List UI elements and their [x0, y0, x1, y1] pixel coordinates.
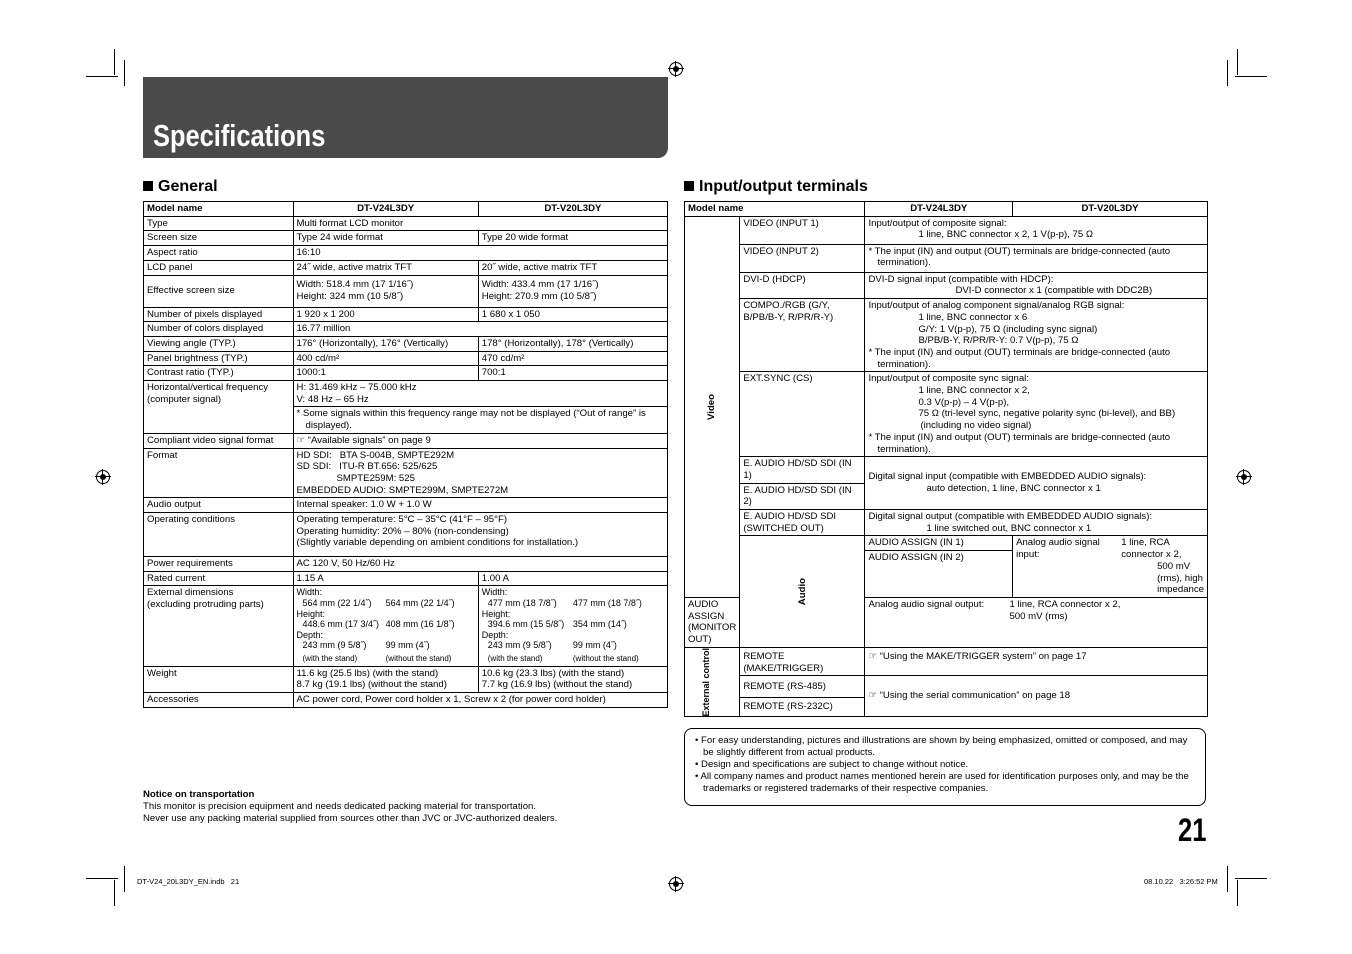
table-row [685, 457, 1208, 510]
group-label-external-control: External control [685, 647, 740, 717]
page-number: 21 [1178, 812, 1207, 848]
terminal-desc: Input/output of composite sync signal: 1 line, BNC connector x 2, 0.3 V(p-p) – 4 V(p-p), 75 Ω (tri-level sync, negative polarity sync (bi-level), and BB) (including no video signal) * The input (IN) and output (OUT) terminals are bridge-connected (auto termination). [865, 372, 1208, 457]
terminal-name: VIDEO (INPUT 1) [740, 216, 865, 244]
page-title: Specifications [153, 118, 326, 153]
terminal-name: REMOTE (MAKE/TRIGGER) [740, 647, 865, 675]
general-heading: General [143, 178, 218, 196]
terminal-name: AUDIO ASSIGN (MONITOR OUT) [685, 597, 740, 647]
row-label: Rated current [144, 571, 294, 586]
table-row [144, 336, 668, 351]
row-label: Type [144, 216, 294, 231]
table-row [144, 666, 668, 692]
table-row [685, 272, 1208, 298]
terminal-name: REMOTE (RS-232C) [740, 698, 865, 717]
row-label: Operating conditions [144, 513, 294, 557]
row-value-b: 20˝ wide, active matrix TFT [478, 260, 667, 275]
row-value-a: 11.6 kg (25.5 lbs) (with the stand) 8.7 kg (19.1 lbs) (without the stand) [293, 666, 478, 692]
table-row [685, 536, 1208, 598]
row-value: Internal speaker: 1.0 W + 1.0 W [293, 498, 667, 513]
crop-mark [1237, 880, 1238, 906]
terminal-name: VIDEO (INPUT 2) [740, 244, 865, 272]
row-value-a: 176° (Horizontally), 176° (Vertically) [293, 336, 478, 351]
footer-file-name: DT-V24_20L3DY_EN.indb 21 [137, 877, 240, 886]
table-row [144, 366, 668, 381]
row-value: 16.77 million [293, 322, 667, 337]
table-row [144, 216, 668, 231]
table-row [144, 246, 668, 261]
row-value-a: Width: 564 mm (22 1/4˝) 564 mm (22 1/4˝) Height: 448.6 mm (17 3/4˝) 408 mm (16 1/8˝) Depth: 243 mm (9 5/8˝) 99 mm (4˝) (with the stand) (without the stand) [293, 586, 478, 666]
row-label: Contrast ratio (TYP.) [144, 366, 294, 381]
row-value-a: Type 24 wide format [293, 231, 478, 246]
table-row [144, 557, 668, 572]
row-label: Accessories [144, 693, 294, 708]
header-model-name: Model name [144, 202, 294, 217]
crop-mark [124, 60, 125, 86]
crop-mark [1227, 60, 1228, 86]
row-value-b: 470 cd/m² [478, 351, 667, 366]
terminal-desc: Digital signal output (compatible with EMBEDDED AUDIO signals): 1 line switched out, BNC connector x 1 [865, 510, 1208, 536]
table-row [685, 299, 1208, 372]
row-label: Format [144, 448, 294, 498]
group-label-audio: Audio [740, 536, 865, 647]
table-row [144, 231, 668, 246]
notice-line: This monitor is precision equipment and needs dedicated packing material for transportation. [143, 801, 537, 812]
table-row [144, 571, 668, 586]
footer-timestamp: 08.10.22 3:26:52 PM [1144, 877, 1218, 886]
footnote: * Some signals within this frequency range may not be displayed (“Out of range” is displayed). [293, 407, 667, 433]
header-model-b: DT-V20L3DY [478, 202, 667, 217]
terminal-desc: Input/output of analog component signal/analog RGB signal: 1 line, BNC connector x 6 G/Y: 1 V(p-p), 75 Ω (including sync signal) B/PB/B-Y, R/PR/R-Y: 0.7 V(p-p), 75 Ω * The input (IN) and output (OUT) terminals are bridge-connected (auto termination). [865, 299, 1208, 372]
row-value-b: 178° (Horizontally), 178° (Vertically) [478, 336, 667, 351]
terminal-name: REMOTE (RS-485) [740, 676, 865, 698]
row-value: H: 31.469 kHz – 75.000 kHz V: 48 Hz – 65 Hz [293, 381, 667, 407]
row-label: Aspect ratio [144, 246, 294, 261]
row-label: Effective screen size [144, 275, 294, 307]
table-row [144, 586, 668, 666]
table-row [144, 322, 668, 337]
row-value-a: 24˝ wide, active matrix TFT [293, 260, 478, 275]
row-value: Multi format LCD monitor [293, 216, 667, 231]
terminal-desc: ☞ “Using the MAKE/TRIGGER system” on page 17 [865, 647, 1208, 675]
table-row [144, 448, 668, 498]
crop-mark [1235, 878, 1267, 879]
table-row [144, 260, 668, 275]
table-row [685, 647, 1208, 675]
row-value-b: 700:1 [478, 366, 667, 381]
terminal-name: DVI-D (HDCP) [740, 272, 865, 298]
terminal-name: COMPO./RGB (G/Y, B/PB/B-Y, R/PR/R-Y) [740, 299, 865, 372]
table-row [144, 351, 668, 366]
row-value-b: Width: 433.4 mm (17 1/16˝) Height: 270.9 mm (10 5/8˝) [478, 275, 667, 307]
crop-mark [114, 880, 115, 906]
header-model-name: Model name [685, 202, 865, 217]
row-label: Number of pixels displayed [144, 307, 294, 322]
title-banner [143, 77, 668, 158]
row-label: Audio output [144, 498, 294, 513]
row-value-b: 1.00 A [478, 571, 667, 586]
row-value-b: 1 680 x 1 050 [478, 307, 667, 322]
disclaimer-box [684, 728, 1206, 806]
terminal-desc: Analog audio signal output: 1 line, RCA connector x 2, 500 mV (rms) [865, 597, 1208, 647]
terminal-desc: Digital signal input (compatible with EMBEDDED AUDIO signals): auto detection, 1 line, BNC connector x 1 [865, 457, 1208, 510]
row-value: AC 120 V, 50 Hz/60 Hz [293, 557, 667, 572]
table-row [685, 676, 1208, 698]
crop-mark [1227, 866, 1228, 892]
row-value-a: 1 920 x 1 200 [293, 307, 478, 322]
header-model-a: DT-V24L3DY [293, 202, 478, 217]
io-terminal-table [684, 201, 1208, 717]
notice-line: Never use any packing material supplied from sources other than JVC or JVC-authorized dealers. [143, 813, 558, 824]
row-label: LCD panel [144, 260, 294, 275]
square-bullet-icon [143, 181, 153, 191]
row-label: Weight [144, 666, 294, 692]
crop-mark [114, 49, 115, 75]
header-model-a: DT-V24L3DY [865, 202, 1013, 217]
notice-heading: Notice on transportation [143, 789, 255, 800]
row-label: Power requirements [144, 557, 294, 572]
table-row [685, 510, 1208, 536]
table-row [144, 275, 668, 307]
terminal-desc: DVI-D signal input (compatible with HDCP): DVI-D connector x 1 (compatible with DDC2B) [865, 272, 1208, 298]
row-label: Screen size [144, 231, 294, 246]
terminal-name: AUDIO ASSIGN (IN 1) AUDIO ASSIGN (IN 2) [865, 536, 1013, 598]
row-value-a: 400 cd/m² [293, 351, 478, 366]
general-spec-table [143, 201, 668, 708]
table-row [144, 498, 668, 513]
registration-mark-icon [669, 877, 683, 891]
row-value: AC power cord, Power cord holder x 1, Screw x 2 (for power cord holder) [293, 693, 667, 708]
table-header [685, 202, 1208, 217]
table-row [144, 693, 668, 708]
row-value-b: Width: 477 mm (18 7/8˝) 477 mm (18 7/8˝) Height: 394.6 mm (15 5/8˝) 354 mm (14˝) Depth: 243 mm (9 5/8˝) 99 mm (4˝) (with the stand) (without the stand) [478, 586, 667, 666]
row-value: ☞ “Available signals” on page 9 [293, 433, 667, 448]
row-value: HD SDI: BTA S-004B, SMPTE292M SD SDI: ITU-R BT.656: 525/625 SMPTE259M: 525 EMBEDDED AUDIO: SMPTE299M, SMPTE272M [293, 448, 667, 498]
row-value-a: Width: 518.4 mm (17 1/16˝) Height: 324 mm (10 5/8˝) [293, 275, 478, 307]
table-row [144, 381, 668, 407]
row-label: Number of colors displayed [144, 322, 294, 337]
crop-mark [1237, 49, 1238, 75]
note-item: • For easy understanding, pictures and illustrations are shown by being emphasized, omitted or composed, and may be slightly different from actual products. [695, 735, 1188, 758]
terminal-note: * The input (IN) and output (OUT) terminals are bridge-connected (auto termination). [865, 244, 1208, 272]
group-label-video: Video [685, 216, 740, 597]
terminal-desc: Analog audio signal input: 1 line, RCA connector x 2, 500 mV (rms), high impedance [1013, 536, 1208, 598]
terminal-desc: ☞ “Using the serial communication” on page 18 [865, 676, 1208, 717]
registration-mark-icon [669, 62, 683, 76]
table-row [685, 216, 1208, 244]
row-label: Viewing angle (TYP.) [144, 336, 294, 351]
row-value-b: 10.6 kg (23.3 lbs) (with the stand) 7.7 kg (16.9 lbs) (without the stand) [478, 666, 667, 692]
row-value-a: 1.15 A [293, 571, 478, 586]
note-item: • All company names and product names mentioned herein are used for identification purposes only, and may be the trademarks or registered trademarks of their respective companies. [695, 771, 1189, 794]
table-row [144, 433, 668, 448]
row-label: External dimensions (excluding protruding parts) [144, 586, 294, 666]
row-value-a: 1000:1 [293, 366, 478, 381]
registration-mark-icon [1237, 470, 1251, 484]
transport-notice [143, 789, 557, 825]
terminal-name: E. AUDIO HD/SD SDI (SWITCHED OUT) [740, 510, 865, 536]
row-label: Panel brightness (TYP.) [144, 351, 294, 366]
table-row [685, 244, 1208, 272]
row-value: 16:10 [293, 246, 667, 261]
terminal-desc: Input/output of composite signal: 1 line, BNC connector x 2, 1 V(p-p), 75 Ω [865, 216, 1208, 244]
row-label: Horizontal/vertical frequency (computer signal) [144, 381, 294, 434]
table-row [144, 307, 668, 322]
crop-mark [1235, 76, 1267, 77]
row-label: Compliant video signal format [144, 433, 294, 448]
crop-mark [86, 878, 118, 879]
row-value-b: Type 20 wide format [478, 231, 667, 246]
table-row [144, 513, 668, 557]
terminal-name: E. AUDIO HD/SD SDI (IN 1) E. AUDIO HD/SD SDI (IN 2) [740, 457, 865, 510]
crop-mark [86, 76, 118, 77]
crop-mark [124, 866, 125, 892]
registration-mark-icon [96, 470, 110, 484]
io-heading: Input/output terminals [684, 178, 868, 196]
row-value: Operating temperature: 5°C – 35°C (41°F – 95°F) Operating humidity: 20% – 80% (non-condensing) (Slightly variable depending on ambient conditions for installation.) [293, 513, 667, 557]
table-header [144, 202, 668, 217]
table-row [685, 372, 1208, 457]
square-bullet-icon [684, 181, 694, 191]
note-item: • Design and specifications are subject to change without notice. [695, 759, 969, 770]
header-model-b: DT-V20L3DY [1013, 202, 1208, 217]
terminal-name: EXT.SYNC (CS) [740, 372, 865, 457]
